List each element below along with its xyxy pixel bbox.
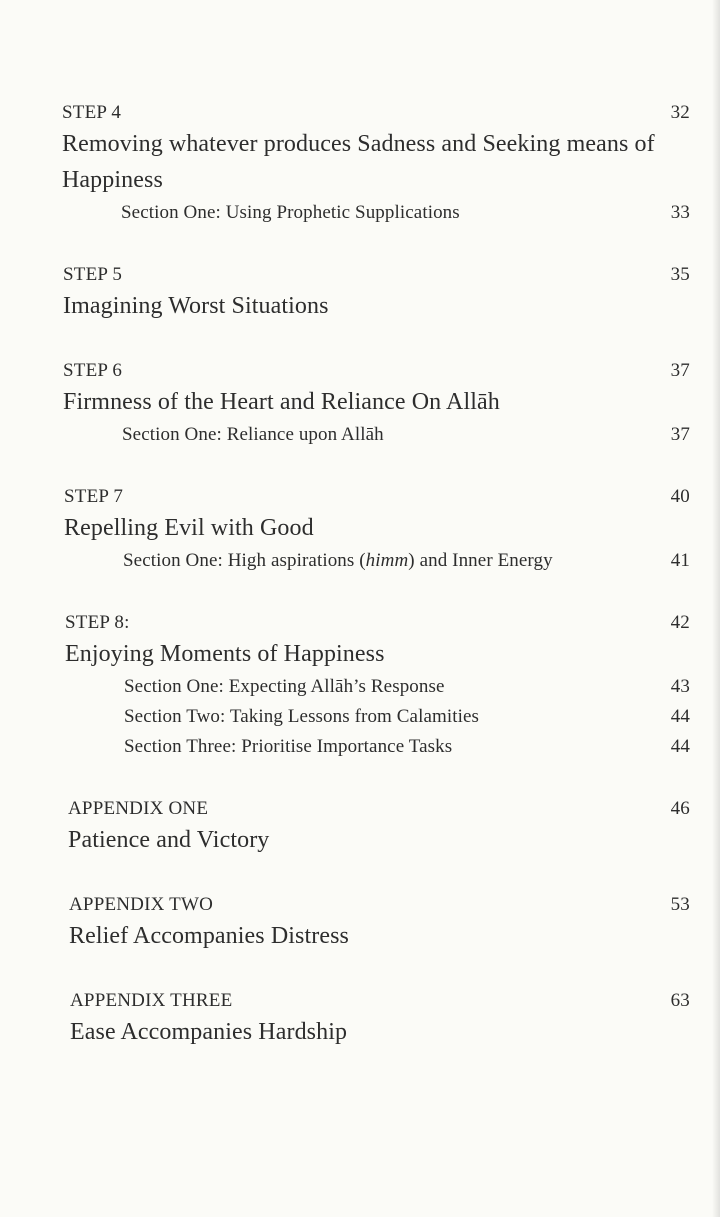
toc-section-row	[64, 546, 690, 576]
toc-step-label: STEP 7	[64, 486, 124, 507]
toc-section-title: Section Two: Taking Lessons from Calamities	[124, 706, 480, 727]
toc-entry-step-7	[64, 484, 690, 576]
toc-section-page-number: 44	[670, 706, 690, 727]
toc-section-title-start: Section One: High aspirations (	[123, 550, 366, 571]
toc-entry-step-4	[62, 100, 690, 228]
table-of-contents	[62, 100, 690, 1084]
toc-entry-step-6	[63, 358, 690, 450]
toc-step-row	[65, 610, 690, 636]
toc-appendix-label: APPENDIX ONE	[68, 798, 209, 819]
page-edge-shadow	[712, 0, 720, 1217]
toc-page-number: 63	[670, 990, 690, 1011]
toc-section-row	[65, 732, 690, 762]
toc-step-row	[64, 484, 690, 510]
toc-chapter-title: Enjoying Moments of Happiness	[65, 641, 385, 667]
toc-entry-appendix-two	[69, 892, 690, 954]
toc-chapter-title: Relief Accompanies Distress	[69, 923, 349, 949]
toc-entry-appendix-three	[70, 988, 690, 1050]
toc-page-number: 37	[670, 360, 690, 381]
toc-section-title-end: ) and Inner Energy	[408, 550, 553, 571]
toc-section-page-number: 44	[670, 736, 690, 757]
toc-entry-step-8	[65, 610, 690, 762]
toc-step-label: STEP 6	[63, 360, 123, 381]
toc-page-number: 40	[670, 486, 690, 507]
toc-section-title: Section One: Reliance upon Allāh	[122, 424, 384, 445]
toc-section-title: Section Three: Prioritise Importance Tasks	[124, 736, 453, 757]
toc-step-label: STEP 8:	[65, 612, 130, 633]
toc-step-row	[63, 262, 690, 288]
toc-chapter-title: Firmness of the Heart and Reliance On Allāh	[63, 389, 500, 415]
toc-appendix-label: APPENDIX TWO	[69, 894, 214, 915]
toc-step-row	[70, 988, 690, 1014]
toc-section-row	[65, 702, 690, 732]
toc-section-row	[65, 672, 690, 702]
toc-section-title: Section One: Using Prophetic Supplications	[121, 202, 460, 223]
toc-section-page-number: 33	[670, 202, 690, 223]
toc-step-row	[68, 796, 690, 822]
toc-page-number: 32	[670, 102, 690, 123]
toc-appendix-label: APPENDIX THREE	[70, 990, 233, 1011]
toc-page-number: 42	[670, 612, 690, 633]
toc-chapter-title: Imagining Worst Situations	[63, 293, 329, 319]
toc-step-label: STEP 5	[63, 264, 123, 285]
toc-step-row	[69, 892, 690, 918]
toc-entry-step-5	[63, 262, 690, 324]
toc-entry-appendix-one	[68, 796, 690, 858]
toc-step-row	[62, 100, 690, 126]
toc-chapter-title: Repelling Evil with Good	[64, 515, 314, 541]
toc-section-page-number: 37	[670, 424, 690, 445]
toc-section-row	[63, 420, 690, 450]
toc-page-number: 35	[670, 264, 690, 285]
toc-page-number: 46	[670, 798, 690, 819]
toc-section-page-number: 43	[670, 676, 690, 697]
toc-chapter-title: Patience and Victory	[68, 827, 270, 853]
toc-section-row	[62, 198, 690, 228]
toc-section-page-number: 41	[670, 550, 690, 571]
toc-step-label: STEP 4	[62, 102, 122, 123]
toc-page-number: 53	[670, 894, 690, 915]
toc-section-title-italic: himm	[365, 550, 409, 571]
toc-chapter-title: Removing whatever produces Sadness and Seeking means of Happiness	[62, 131, 655, 193]
toc-section-title: Section One: Expecting Allāh’s Response	[124, 676, 445, 697]
toc-step-row	[63, 358, 690, 384]
toc-chapter-title: Ease Accompanies Hardship	[70, 1019, 348, 1045]
